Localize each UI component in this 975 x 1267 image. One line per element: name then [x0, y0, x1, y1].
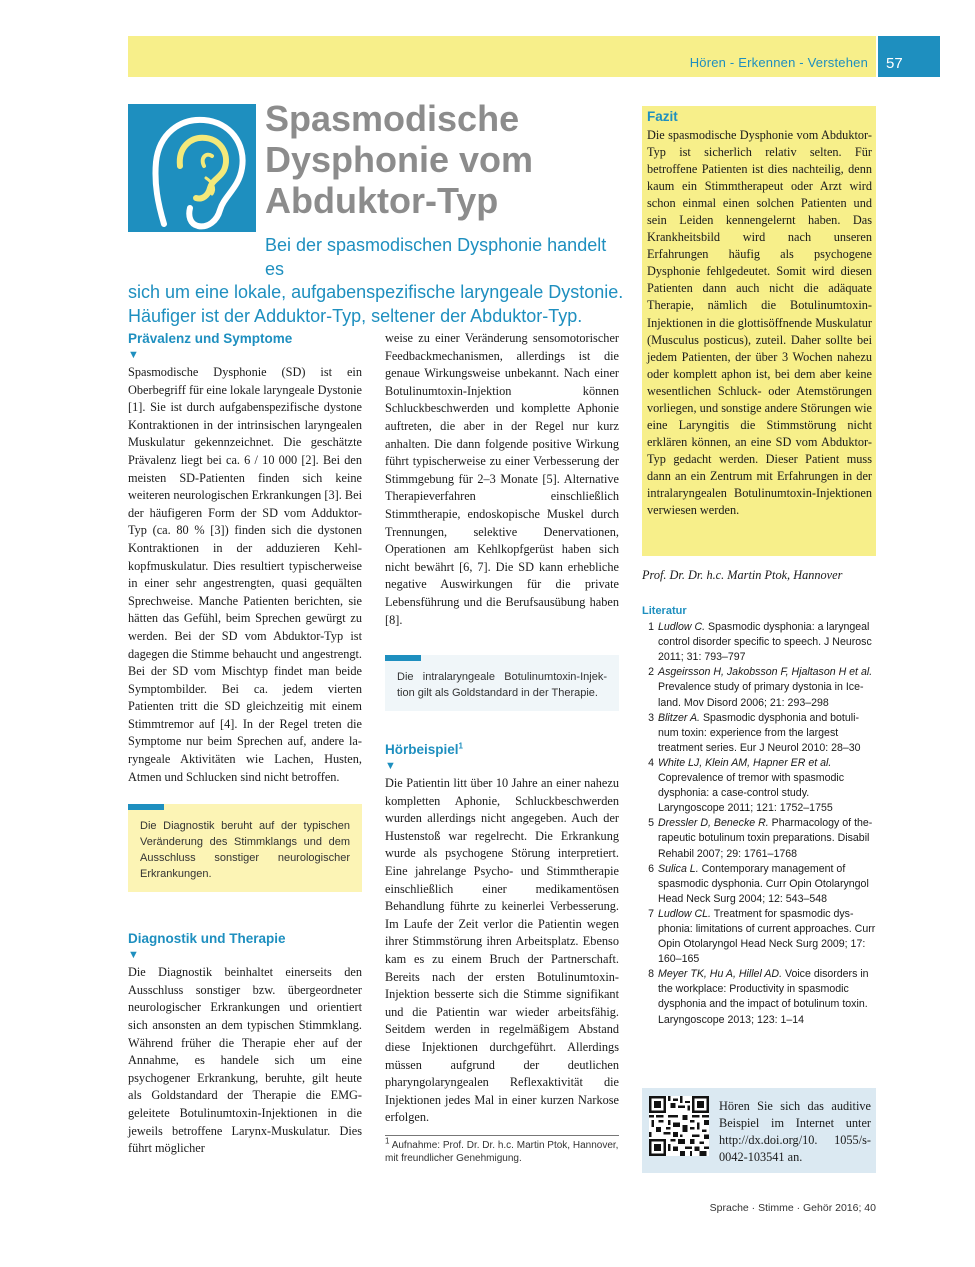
column-1 [128, 330, 362, 1158]
audio-link-text[interactable]: Hören Sie sich das auditive Beispiel im Internet unter http://dx.doi.org/10. 1055/s-0042-103541 an. [719, 1099, 871, 1164]
triangle-down-icon: ▼ [385, 760, 396, 773]
section-text: weise zu einer Veränderung sensomotorischer Feedbackmechanismen, allerdings ist die genaue Wirkungsweise unbekannt. Nach einer Botulinumtoxin-Injektion können Schluckbeschwerden und komplette Aphonie auftreten, die aber in der Regel nur kurz anhalten. Die dann folgende positive Wirkung führt typischerweise zu einer Verbesserung der Stimmgebung für 2–3 Monate [5]. Alternative Therapieverfahren einschließlich Stimmtherapie, endoskopische Muskel durch Trennungen, selektive Denervationen, Operationen am Kehlkopfgerüst haben sich nicht bewährt [6, 7]. Die SD kann erhebliche negative Auswirkungen für die private Lebensführung und die Berufsausübung haben [8]. [385, 331, 619, 627]
reference-list [642, 620, 876, 1028]
reference-number: 7 [648, 907, 654, 920]
lead-line: Bei der spasmodischen Dysphonie handelt es [265, 235, 607, 279]
highlight-box [128, 804, 362, 892]
reference-item [642, 620, 876, 665]
title-line: Dysphonie vom [265, 139, 534, 180]
highlight-text: Die intralaryngeale Botulinumtoxin-Injektion gilt als Goldstandard in der Therapie. [397, 671, 607, 700]
section-text: Spasmodische Dysphonie (SD) ist ein Oberbegriff für eine lokale laryngeale Dystonie [1]. Sie ist durch aufgabenspezifische dystone Kontraktionen in der intrinsischen laryngealen Muskulatur gekennzeichnet. Die geschätzte Prävalenz liegt bei ca. 6 / 10 000 [2]. Bei den meisten SD-Patienten finden sich keine weiteren neurologischen Erkrankungen [3]. Bei der häufigeren Form der SD vom Adduktor-Typ (ca. 80 % [3]) finden sich die dystonen Kontraktionen in der adduzieren Kehlkopfmuskulatur. Dies resultiert typischerweise in einer sehr angestrengten, quasi gequälten Sprechweise. Manche Patienten berichten, sie hätten das Gefühl, beim Sprechen gewürgt zu werden. Bei der SD vom Abduktor-Typ ist dagegen die Stimme behaucht und angestrengt. Bei der SD vom Mischtyp findet man beide Symptombilder. Bei ca. jedem vierten Patienten tritt die SD gleichzeitig mit einem Stimmtremor auf [4]. In der Regel treten die Symptome nur beim Sprechen auf, andere laryngeale Aktivitäten wie Lachen, Husten, Atmen und Schlucken sind nicht betroffen. [128, 365, 362, 784]
reference-number: 5 [648, 817, 654, 830]
lead-line: Häufiger ist der Adduktor-Typ, seltener der Abduktor-Typ. [128, 305, 583, 326]
reference-text: Prevalence study of primary dystonia in Iceland. Mov Disord 2006; 21: 293–298 [658, 681, 864, 709]
triangle-down-icon: ▼ [128, 949, 139, 962]
reference-text: Spasmodic dysphonia and botulinum toxin: experience from the largest treatment series. Eur J Neurol 2010: 28–30 [658, 711, 861, 754]
author: Prof. Dr. Dr. h.c. Martin Ptok, Hannover [642, 568, 843, 582]
footnote-number: 1 [385, 1136, 390, 1146]
reference-text: Voice disorders in the workplace: Productivity in spasmodic dysphonia and the impact of botulinum toxin. Laryngoscope 2013; 123: 1–14 [658, 968, 869, 1026]
audio-link-box[interactable] [642, 1088, 876, 1173]
reference-text: Coprevalence of tremor with spasmodic dysphonia: a case-control study. Laryngoscope 2011; 121: 1752–1755 [658, 772, 845, 815]
ear-icon [128, 104, 256, 232]
title-line: Abduktor-Typ [265, 180, 499, 221]
highlight-text: Die Diagnostik beruht auf der typischen Veränderung des Stimmklangs und dem Ausschluss sonstiger neurologischer Erkrankungen. [140, 820, 350, 881]
footnote-mark: 1 [458, 741, 463, 751]
reference-number: 3 [648, 711, 654, 724]
footer-citation: Sprache · Stimme · Gehör 2016; 40 [709, 1202, 876, 1214]
fazit-heading: Fazit [647, 109, 678, 124]
references-heading: Literatur [642, 605, 687, 617]
reference-authors: Sulica L. [658, 862, 699, 875]
references [642, 604, 876, 1028]
reference-item [642, 907, 876, 967]
reference-number: 4 [648, 756, 654, 769]
reference-authors: Dressler D, Benecke R. [658, 817, 769, 830]
header-bar [128, 36, 876, 77]
reference-authors: Ludlow C. [658, 621, 706, 634]
reference-authors: Ludlow CL. [658, 907, 711, 920]
lead-line: sich um eine lokale, aufgabenspezifische laryngeale Dystonie. [128, 282, 624, 302]
lead-paragraph [128, 234, 628, 328]
highlight-box [385, 655, 619, 711]
section-heading: Diagnostik und Therapie [128, 931, 286, 947]
section-heading: Prävalenz und Symptome [128, 331, 293, 346]
reference-text: Spasmodic dysphonia: a laryngeal control disorder specific to speech. J Neurosc 2011; 31: 793–797 [658, 621, 872, 664]
heading-text: Hörbeispiel [385, 742, 459, 758]
reference-number: 2 [648, 666, 654, 679]
box-stripe [385, 655, 421, 661]
reference-number: 1 [648, 621, 654, 634]
section-text: Die Patientin litt über 10 Jahre an einer nahezu kompletten Aphonie, Schluckbeschwerden wurden allerdings nicht angegeben. Auch der Hustenstoß war regelrecht. Die Erkrankung wurde als psychogene Störung interpretiert. Eine jahrelange Psycho- und Stimmtherapie einschließlich einer medikamentösen Behandlung führte zu keinerlei Verbesserung. Im Laufe der Zeit verlor die Patientin wegen ihrer Stimmstörung ihren Arbeitsplatz. Ebenso kam es zu einem Bruch der Partnerschaft. Bereits nach der ersten Botulinumtoxin-Injektion besserte sich die Stimme signifikant und die Patientin war wieder arbeitsfähig. Seitdem werden in regelmäßigem Abstand diese Injektionen durchgeführt. Allerdings müssen aufgrund der deutlichen pharyngolaryngealen Reflexaktivität die Injektionen jedes Mal in einer kurzen Narkose erfolgen. [385, 776, 619, 1125]
triangle-down-icon: ▼ [128, 349, 139, 361]
box-stripe [128, 804, 164, 810]
reference-number: 8 [648, 968, 654, 981]
reference-item [642, 711, 876, 756]
reference-item [642, 756, 876, 816]
column-2 [385, 330, 619, 1165]
qr-code-icon[interactable] [649, 1096, 709, 1156]
reference-number: 6 [648, 862, 654, 875]
reference-item [642, 862, 876, 907]
running-head: Hören - Erkennen - Verstehen [689, 55, 868, 70]
reference-authors: White LJ, Klein AM, Hapner ER et al. [658, 756, 832, 769]
reference-item [642, 967, 876, 1027]
article-title [265, 98, 533, 221]
reference-text: Pharmacology of therapeutic botulinum toxin preparations. Disabil Rehabil 2007; 29: 1761–1768 [658, 817, 873, 860]
section-heading [385, 741, 619, 759]
reference-text: Treatment for spasmodic dysphonia: limitations of current approaches. Curr Opin Otolaryngol Head Neck Surg 2009; 17: 160–165 [658, 907, 876, 966]
title-line: Spasmodische [265, 98, 520, 139]
reference-text: Contemporary management of spasmodic dysphonia. Curr Opin Otolaryngol Head Neck Surg 2004; 12: 543–548 [658, 862, 869, 905]
fazit-box [642, 106, 876, 556]
reference-authors: Meyer TK, Hu A, Hillel AD. [658, 968, 783, 981]
reference-item [642, 665, 876, 710]
footnote-text: Aufnahme: Prof. Dr. Dr. h.c. Martin Ptok, Hannover, mit freundlicher Genehmigung. [385, 1139, 619, 1164]
reference-item [642, 816, 876, 861]
reference-authors: Blitzer A. [658, 711, 700, 724]
section-text: Die Diagnostik beinhaltet einerseits den Ausschluss sonstiger bzw. übergeordneter neurologischer Erkrankungen und orientiert sich ansonsten an dem typischen Stimmklang. Während früher die Therapie eher auf der Annahme, es handele sich um eine psychogener Erkrankung, beruhte, gilt heute als Goldstandard der Therapie die EMG-geleitete Botulinumtoxin-Injektionen in die jeweils betroffene Larynx-Muskulatur. Dies führt möglicher [128, 965, 362, 1156]
page-number: 57 [878, 36, 940, 77]
fazit-text: Die spasmodische Dysphonie vom Abduktor-Typ ist sicherlich relativ selten. Für betroffene Patienten ist dies nachteilig, denn kaum ein Stimmtherapeut oder Arzt wird schon einmal einen solchen Patienten und sein Leiden kennengelernt haben. Das Krankheitsbild wird nach unseren Erfahrungen häufig als psychogene Dysphonie fehlgedeutet. Somit wird diesen Patienten dann auch nicht die adäquate Therapie, nämlich die Botulinumtoxin-Injektionen in die glottisöffnende Muskulatur (Musculus posticus), zuteil. Daher sollte bei jedem Patienten, der über 3 Wochen nahezu oder komplett aphon ist, bei dem aber keine wesentlichen Schluck- oder Atemstörungen vorliegen, und sonstige andere Störungen wie eine Laryngitis die Stimmstörung nicht erklären können, an eine SD vom Abduktor-Typ gedacht werden. Dieser Patient muss dann an ein Zentrum mit Erfahrungen in der intralaryngealen Botulinumtoxin-Injektionen verwiesen werden. [647, 128, 872, 518]
reference-authors: Asgeirsson H, Jakobsson F, Hjaltason H et al. [658, 666, 873, 679]
footnote [385, 1135, 619, 1165]
